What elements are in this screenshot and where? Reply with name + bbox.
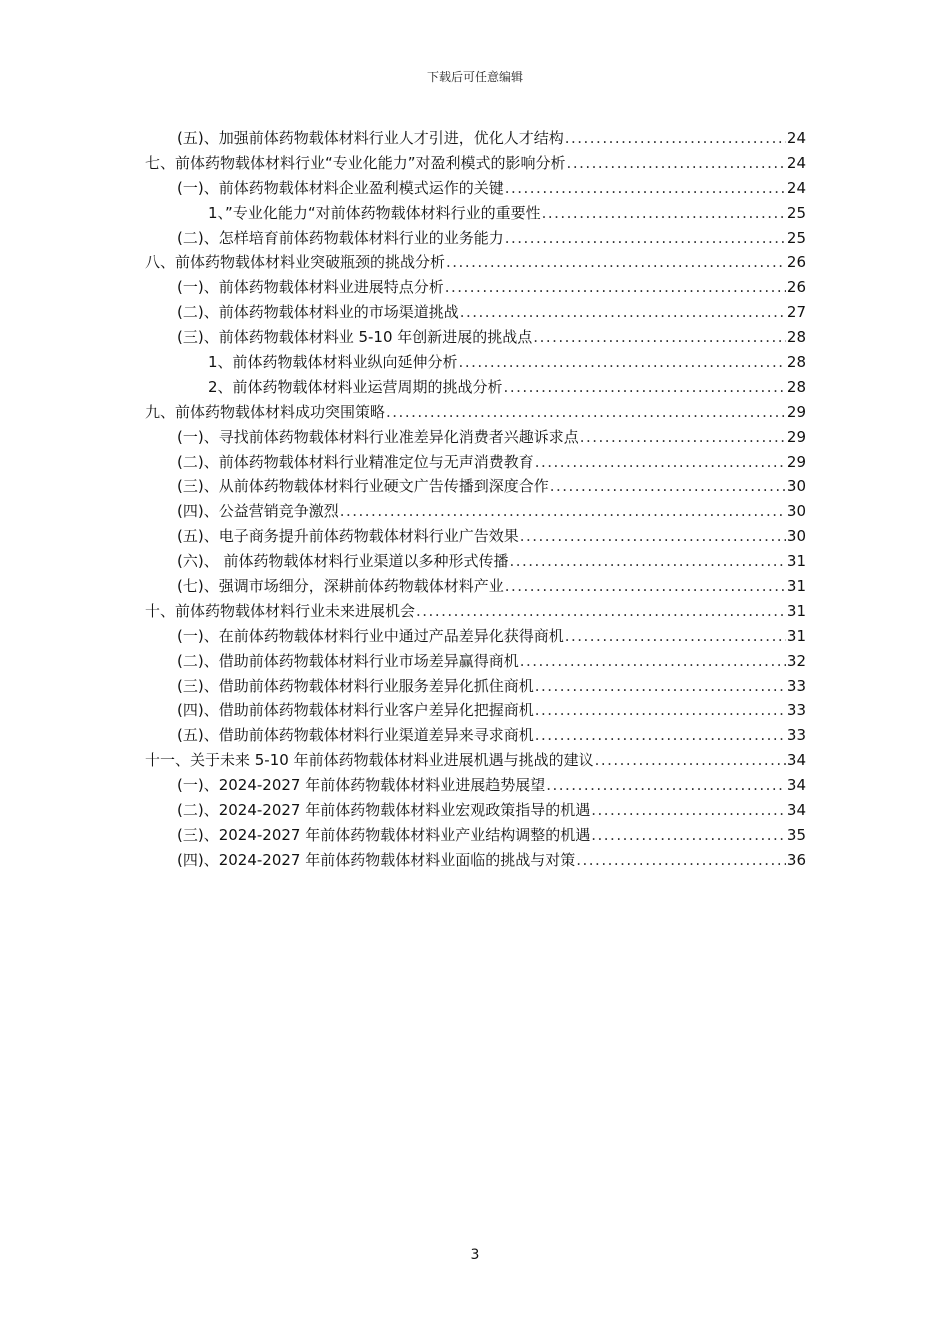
toc-entry[interactable]	[145, 524, 806, 549]
toc-dot-leader	[509, 549, 785, 574]
toc-entry-page: 24	[786, 153, 806, 172]
toc-entry-title: 八、前体药物载体材料业突破瓶颈的挑战分析	[145, 253, 446, 272]
toc-entry[interactable]	[145, 226, 806, 251]
toc-entry[interactable]	[145, 425, 806, 450]
toc-entry-title: (五)、借助前体药物载体材料行业渠道差异来寻求商机	[177, 726, 534, 745]
toc-entry-page: 30	[786, 527, 806, 546]
toc-entry-title: (三)、2024-2027 年前体药物载体材料业产业结构调整的机遇	[177, 825, 591, 844]
toc-dot-leader	[535, 674, 786, 699]
toc-dot-leader	[340, 499, 786, 524]
toc-entry-title: (二)、怎样培育前体药物载体材料行业的业务能力	[177, 228, 504, 247]
toc-entry-title: (四)、公益营销竞争激烈	[177, 502, 339, 521]
toc-dot-leader	[546, 773, 786, 798]
toc-entry-page: 31	[786, 626, 806, 645]
toc-dot-leader	[565, 624, 786, 649]
toc-entry-page: 28	[786, 328, 806, 347]
page-header: 下载后可任意编辑	[426, 70, 523, 84]
toc-entry[interactable]	[145, 798, 806, 823]
toc-entry-page: 33	[786, 676, 806, 695]
toc-entry-page: 26	[786, 253, 806, 272]
toc-entry[interactable]	[145, 599, 806, 624]
toc-dot-leader	[535, 723, 786, 748]
toc-entry-title: 1、”专业化能力“对前体药物载体材料行业的重要性	[208, 203, 541, 222]
toc-entry-title: (六)、 前体药物载体材料行业渠道以多种形式传播	[177, 552, 509, 571]
toc-entry[interactable]	[145, 474, 806, 499]
toc-entry-page: 24	[786, 129, 806, 147]
toc-entry[interactable]	[145, 574, 806, 599]
toc-entry-page: 30	[786, 477, 806, 496]
toc-entry[interactable]	[145, 723, 806, 748]
toc-dot-leader	[567, 151, 786, 176]
toc-entry[interactable]	[145, 698, 806, 723]
toc-entry-page: 25	[786, 228, 806, 247]
toc-entry-title: (五)、电子商务提升前体药物载体材料行业广告效果	[177, 527, 519, 546]
toc-entry-page: 31	[786, 552, 806, 571]
toc-entry[interactable]	[145, 649, 806, 674]
toc-entry[interactable]	[145, 375, 806, 400]
toc-entry[interactable]	[145, 450, 806, 475]
toc-entry-page: 29	[786, 452, 806, 471]
toc-entry-title: (一)、前体药物载体材料企业盈利模式运作的关键	[177, 178, 504, 197]
toc-entry[interactable]	[145, 773, 806, 798]
toc-entry-title: (五)、加强前体药物载体材料行业人才引进，优化人才结构	[177, 129, 564, 147]
toc-entry-page: 32	[786, 651, 806, 670]
toc-dot-leader	[542, 201, 786, 226]
toc-entry[interactable]	[145, 400, 806, 425]
toc-entry-title: (七)、强调市场细分，深耕前体药物载体材料产业	[177, 577, 504, 596]
toc-entry[interactable]	[145, 275, 806, 300]
toc-dot-leader	[460, 300, 786, 325]
toc-dot-leader	[520, 649, 786, 674]
toc-dot-leader	[591, 823, 786, 848]
toc-dot-leader	[505, 226, 786, 251]
toc-entry-title: (四)、2024-2027 年前体药物载体材料业面临的挑战与对策	[177, 850, 576, 869]
toc-entry-title: (一)、2024-2027 年前体药物载体材料业进展趋势展望	[177, 776, 546, 795]
toc-dot-leader	[445, 275, 786, 300]
toc-entry-page: 33	[786, 701, 806, 720]
toc-entry-page: 30	[786, 502, 806, 521]
toc-entry-page: 31	[786, 601, 806, 620]
toc-entry-page: 34	[786, 801, 806, 820]
toc-dot-leader	[576, 848, 786, 873]
toc-entry[interactable]	[145, 674, 806, 699]
toc-entry-page: 36	[786, 850, 806, 869]
toc-entry-title: (一)、寻找前体药物载体材料行业准差异化消费者兴趣诉求点	[177, 427, 579, 446]
toc-entry-title: (二)、前体药物载体材料业的市场渠道挑战	[177, 303, 459, 322]
toc-entry[interactable]	[145, 325, 806, 350]
toc-entry[interactable]	[145, 624, 806, 649]
toc-entry-title: (一)、前体药物载体材料业进展特点分析	[177, 278, 444, 297]
toc-entry-title: 十、前体药物载体材料行业未来进展机会	[145, 601, 416, 620]
toc-entry-page: 29	[786, 402, 806, 421]
toc-entry-title: (三)、借助前体药物载体材料行业服务差异化抓住商机	[177, 676, 534, 695]
toc-entry[interactable]	[145, 201, 806, 226]
toc-dot-leader	[505, 574, 786, 599]
toc-dot-leader	[591, 798, 786, 823]
toc-dot-leader	[535, 450, 786, 475]
toc-entry-page: 29	[786, 427, 806, 446]
toc-entry[interactable]	[145, 176, 806, 201]
toc-dot-leader	[535, 698, 786, 723]
toc-dot-leader	[580, 425, 786, 450]
toc-entry-title: 2、前体药物载体材料业运营周期的挑战分析	[208, 377, 503, 396]
toc-dot-leader	[565, 126, 786, 151]
toc-dot-leader	[550, 474, 786, 499]
toc-entry-page: 35	[786, 825, 806, 844]
toc-entry[interactable]	[145, 300, 806, 325]
toc-entry-page: 27	[786, 303, 806, 322]
toc-entry-page: 26	[786, 278, 806, 297]
toc-dot-leader	[520, 524, 786, 549]
toc-dot-leader	[595, 748, 786, 773]
toc-entry[interactable]	[145, 151, 806, 176]
toc-entry[interactable]	[145, 350, 806, 375]
toc-dot-leader	[505, 176, 786, 201]
toc-entry-title: 1、前体药物载体材料业纵向延伸分析	[208, 353, 458, 372]
toc-entry[interactable]	[145, 499, 806, 524]
page-number: 3	[470, 1247, 480, 1263]
toc-entry-page: 34	[786, 751, 806, 770]
toc-dot-leader	[504, 375, 786, 400]
toc-entry-page: 25	[786, 203, 806, 222]
toc-entry-title: (二)、借助前体药物载体材料行业市场差异赢得商机	[177, 651, 519, 670]
toc-dot-leader	[533, 325, 786, 350]
toc-entry-page: 24	[786, 178, 806, 197]
toc-entry-page: 28	[786, 353, 806, 372]
toc-entry-page: 28	[786, 377, 806, 396]
toc-entry[interactable]	[145, 848, 806, 873]
toc-entry-title: (二)、前体药物载体材料行业精准定位与无声消费教育	[177, 452, 534, 471]
toc-entry-title: 十一、关于未来 5-10 年前体药物载体材料业进展机遇与挑战的建议	[145, 751, 594, 770]
table-of-contents	[145, 126, 806, 873]
toc-entry-title: (四)、借助前体药物载体材料行业客户差异化把握商机	[177, 701, 534, 720]
toc-entry-title: (二)、2024-2027 年前体药物载体材料业宏观政策指导的机遇	[177, 801, 591, 820]
toc-dot-leader	[446, 250, 786, 275]
toc-entry[interactable]	[145, 126, 806, 151]
toc-dot-leader	[416, 599, 786, 624]
toc-entry[interactable]	[145, 748, 806, 773]
toc-entry[interactable]	[145, 250, 806, 275]
toc-entry-page: 34	[786, 776, 806, 795]
toc-entry[interactable]	[145, 549, 806, 574]
toc-entry[interactable]	[145, 823, 806, 848]
toc-entry-title: 九、前体药物载体材料成功突围策略	[145, 402, 386, 421]
toc-entry-title: 七、前体药物载体材料行业“专业化能力”对盈利模式的影响分析	[145, 153, 566, 172]
toc-entry-page: 33	[786, 726, 806, 745]
toc-dot-leader	[386, 400, 786, 425]
toc-dot-leader	[459, 350, 786, 375]
toc-entry-title: (三)、前体药物载体材料业 5-10 年创新进展的挑战点	[177, 328, 533, 347]
toc-entry-page: 31	[786, 577, 806, 596]
toc-entry-title: (三)、从前体药物载体材料行业硬文广告传播到深度合作	[177, 477, 549, 496]
toc-entry-title: (一)、在前体药物载体材料行业中通过产品差异化获得商机	[177, 626, 564, 645]
